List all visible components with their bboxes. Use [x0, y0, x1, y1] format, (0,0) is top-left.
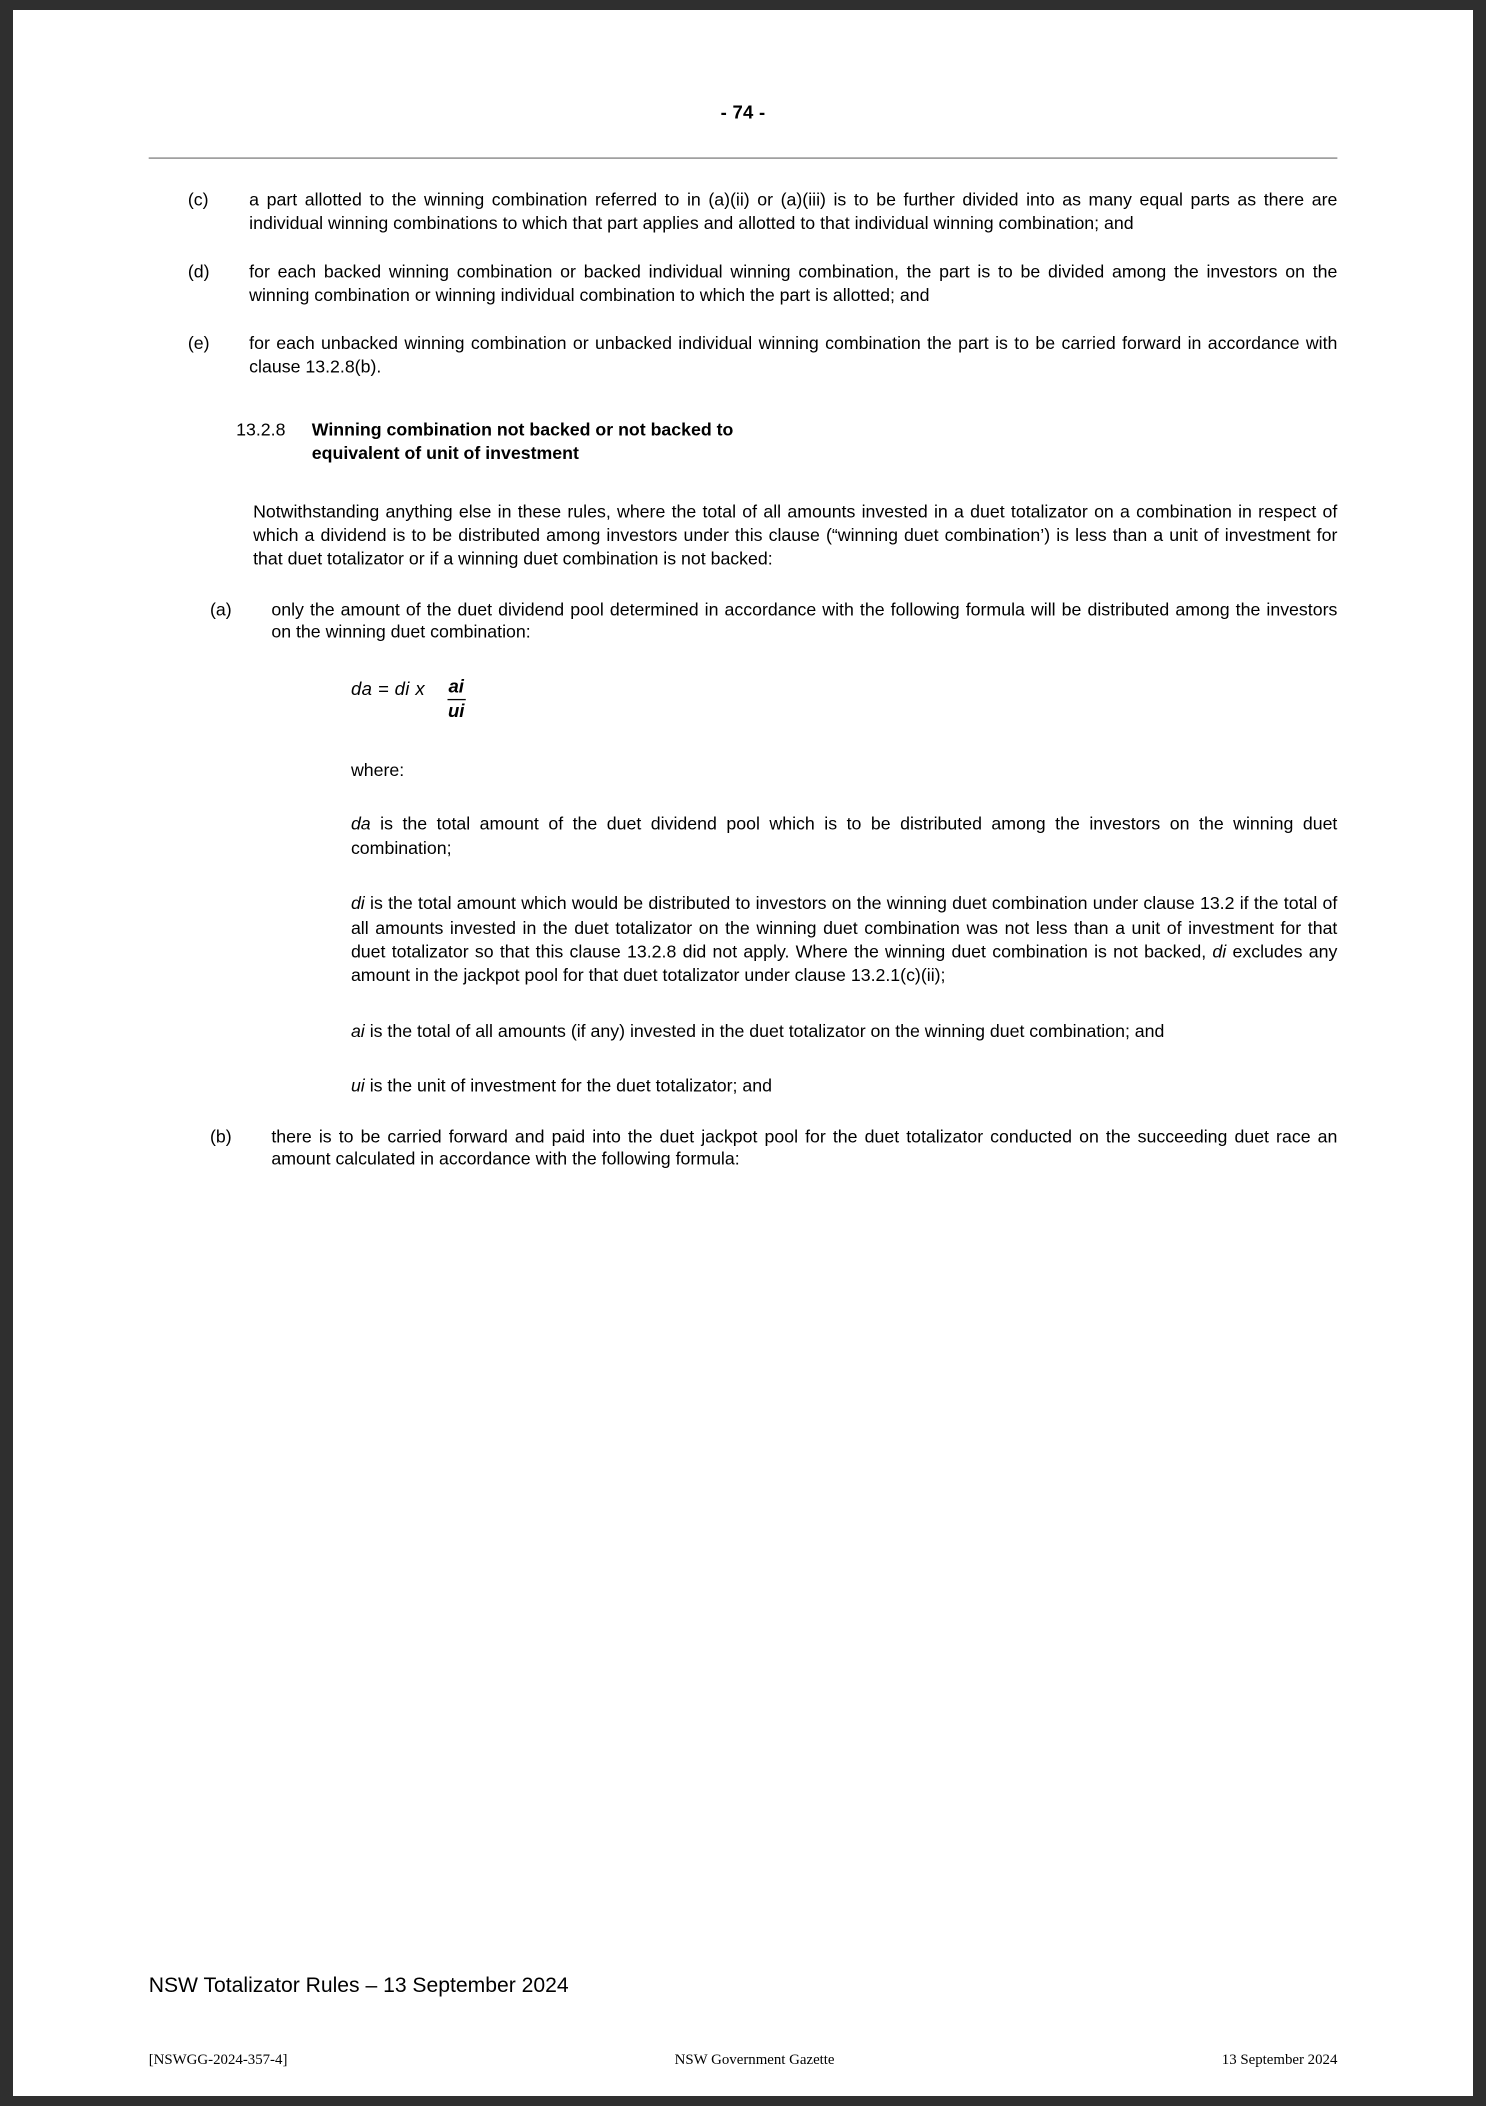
subclause-b: [149, 1125, 1338, 1171]
definition-di: [351, 892, 1337, 988]
gazette-name: NSW Government Gazette: [674, 2052, 835, 2068]
clause-e: [149, 333, 1338, 379]
subclause-a: [149, 598, 1338, 644]
dividend-formula: [351, 678, 1337, 722]
definition-ui: [351, 1075, 1337, 1099]
definition-da-symbol: da: [350, 814, 371, 834]
clause-d-text: for each backed winning combination or backed individual winning combination, the part is to be divided among the investors on the winning combination or winning individual combination to which the part is allotted; and: [249, 262, 1338, 305]
document-body: [149, 189, 1338, 1171]
clause-c: [149, 189, 1338, 235]
formula-denominator: ui: [447, 701, 465, 723]
clause-d: [149, 261, 1338, 307]
gazette-footer: [13, 2052, 1473, 2068]
page-number: - 74 -: [720, 102, 766, 124]
definition-ai-symbol: ai: [350, 1021, 365, 1041]
clause-d-marker: (d): [187, 262, 210, 282]
subclause-b-text: there is to be carried forward and paid into the duet jackpot pool for the duet totalizator conducted on the succeeding duet race an amount calculated in accordance with the following formula:: [271, 1126, 1338, 1170]
page-content-area: [13, 10, 1473, 2096]
section-heading-line-1: Winning combination not backed or not backed to: [311, 419, 734, 439]
section-intro-paragraph: Notwithstanding anything else in these rules, where the total of all amounts invested in a duet totalizator on a combination in respect of which a dividend is to be distributed among investors under this clause (“winning duet combination’) is less than a unit of investment for that duet totalizator or if a winning duet combination is not backed:: [253, 501, 1338, 569]
formula-left-hand-side: da = di x: [350, 679, 425, 701]
definition-di-text-tail: excludes any amount in the jackpot pool for that duet totalizator under clause 13.2.1(c)(ii);: [350, 941, 1338, 986]
subclause-b-marker: (b): [210, 1126, 232, 1147]
subclause-a-marker: (a): [210, 599, 232, 619]
clause-c-text: a part allotted to the winning combination referred to in (a)(ii) or (a)(iii) is to be further divided into as many equal parts as there are individual winning combinations to which that part applies and allotted to that individual winning combination; and: [249, 190, 1338, 233]
clause-c-marker: (c): [187, 190, 209, 210]
definition-da-text: is the total amount of the duet dividend pool which is to be distributed among the investors on the winning duet combination;: [350, 814, 1338, 858]
where-label: where:: [350, 760, 405, 780]
formula-fraction: [447, 678, 465, 722]
clause-e-marker: (e): [187, 334, 210, 354]
subclause-a-text: only the amount of the duet dividend pool determined in accordance with the following formula will be distributed among the investors on the winning duet combination:: [271, 599, 1338, 642]
gazette-reference: [NSWGG-2024-357-4]: [148, 2052, 288, 2068]
gazette-date: 13 September 2024: [1221, 2052, 1338, 2068]
definition-di-symbol-repeat: di: [1212, 941, 1227, 962]
formula-numerator: ai: [447, 678, 465, 700]
section-heading-line-2: equivalent of unit of investment: [311, 443, 579, 463]
section-number: 13.2.8: [236, 419, 286, 439]
clause-e-text: for each unbacked winning combination or unbacked individual winning combination the part is to be carried forward in accordance with clause 13.2.8(b).: [249, 334, 1338, 377]
section-heading-text: [312, 418, 1338, 467]
header-divider: [149, 157, 1338, 158]
document-page: [13, 10, 1473, 2096]
definition-ui-symbol: ui: [350, 1076, 365, 1096]
definition-ui-text: is the unit of investment for the duet totalizator; and: [364, 1076, 772, 1096]
definition-ai: [351, 1020, 1337, 1044]
section-heading: [149, 418, 1338, 467]
definition-ai-text: is the total of all amounts (if any) invested in the duet totalizator on the winning duet combination; and: [364, 1021, 1165, 1041]
document-footer-title: NSW Totalizator Rules – 13 September 2024: [148, 1973, 569, 1998]
definition-di-text: is the total amount which would be distributed to investors on the winning duet combination under clause 13.2 if the total of all amounts invested in the duet totalizator on the winning duet combination was not less than a unit of investment for that duet totalizator so that this clause 13.2.8 did not apply. Where the winning duet combination is not backed,: [350, 893, 1338, 962]
definition-di-symbol: di: [350, 893, 365, 914]
definition-da: [351, 813, 1337, 861]
